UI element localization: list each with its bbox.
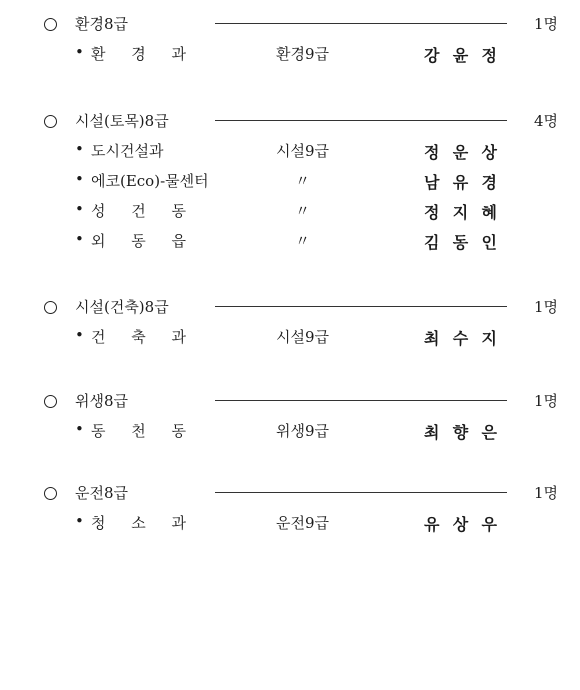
department: 도시건설과 <box>91 142 164 160</box>
bullet-dot: • <box>75 43 84 61</box>
leader-line <box>215 306 507 307</box>
grade: 〃 <box>294 202 310 220</box>
group-count: 1명 <box>533 298 558 316</box>
list-item <box>0 39 580 69</box>
grade: 환경9급 <box>275 45 329 63</box>
person-name: 정 지 혜 <box>424 203 497 222</box>
person-name: 최 향 은 <box>424 423 497 442</box>
person-name: 남 유 경 <box>424 173 497 192</box>
person-name: 최 수 지 <box>424 329 497 348</box>
list-item <box>0 416 580 446</box>
grade: 〃 <box>294 172 310 190</box>
list-item <box>0 166 580 196</box>
bullet-dot: • <box>75 200 84 218</box>
bullet-dot: • <box>75 512 84 530</box>
list-item <box>0 322 580 352</box>
department: 외 동 읍 <box>91 232 186 250</box>
grade: 시설9급 <box>275 328 329 346</box>
bullet-dot: • <box>75 140 84 158</box>
circle-bullet-icon <box>44 395 57 408</box>
bullet-dot: • <box>75 326 84 344</box>
grade: 위생9급 <box>275 422 329 440</box>
department: 건 축 과 <box>91 328 186 346</box>
person-name: 유 상 우 <box>424 515 497 534</box>
bullet-dot: • <box>75 170 84 188</box>
group-count: 1명 <box>533 15 558 33</box>
group-header <box>0 478 580 508</box>
group-facility-architecture <box>0 292 580 352</box>
group-title: 시설(건축)8급 <box>75 298 169 316</box>
group-hygiene <box>0 386 580 446</box>
leader-line <box>215 400 507 401</box>
bullet-dot: • <box>75 230 84 248</box>
department: 청 소 과 <box>91 514 186 532</box>
list-item <box>0 508 580 538</box>
group-header <box>0 386 580 416</box>
grade: 〃 <box>294 232 310 250</box>
group-count: 1명 <box>533 484 558 502</box>
list-item <box>0 136 580 166</box>
department: 성 건 동 <box>91 202 186 220</box>
group-title: 환경8급 <box>75 15 129 33</box>
group-count: 1명 <box>533 392 558 410</box>
group-driving <box>0 478 580 538</box>
department: 환 경 과 <box>91 45 186 63</box>
leader-line <box>215 120 507 121</box>
department: 에코(Eco)-물센터 <box>91 172 209 190</box>
department: 동 천 동 <box>91 422 186 440</box>
group-facility-civil <box>0 106 580 256</box>
person-name: 김 동 인 <box>424 233 497 252</box>
group-header <box>0 9 580 39</box>
list-item <box>0 196 580 226</box>
group-title: 위생8급 <box>75 392 129 410</box>
group-title: 운전8급 <box>75 484 129 502</box>
list-item <box>0 226 580 256</box>
grade: 시설9급 <box>275 142 329 160</box>
person-name: 정 운 상 <box>424 143 497 162</box>
grade: 운전9급 <box>275 514 329 532</box>
leader-line <box>215 492 507 493</box>
circle-bullet-icon <box>44 18 57 31</box>
person-name: 강 윤 정 <box>424 46 497 65</box>
circle-bullet-icon <box>44 487 57 500</box>
bullet-dot: • <box>75 420 84 438</box>
group-environment <box>0 9 580 69</box>
group-header <box>0 292 580 322</box>
group-count: 4명 <box>533 112 558 130</box>
circle-bullet-icon <box>44 115 57 128</box>
leader-line <box>215 23 507 24</box>
circle-bullet-icon <box>44 301 57 314</box>
group-title: 시설(토목)8급 <box>75 112 169 130</box>
group-header <box>0 106 580 136</box>
